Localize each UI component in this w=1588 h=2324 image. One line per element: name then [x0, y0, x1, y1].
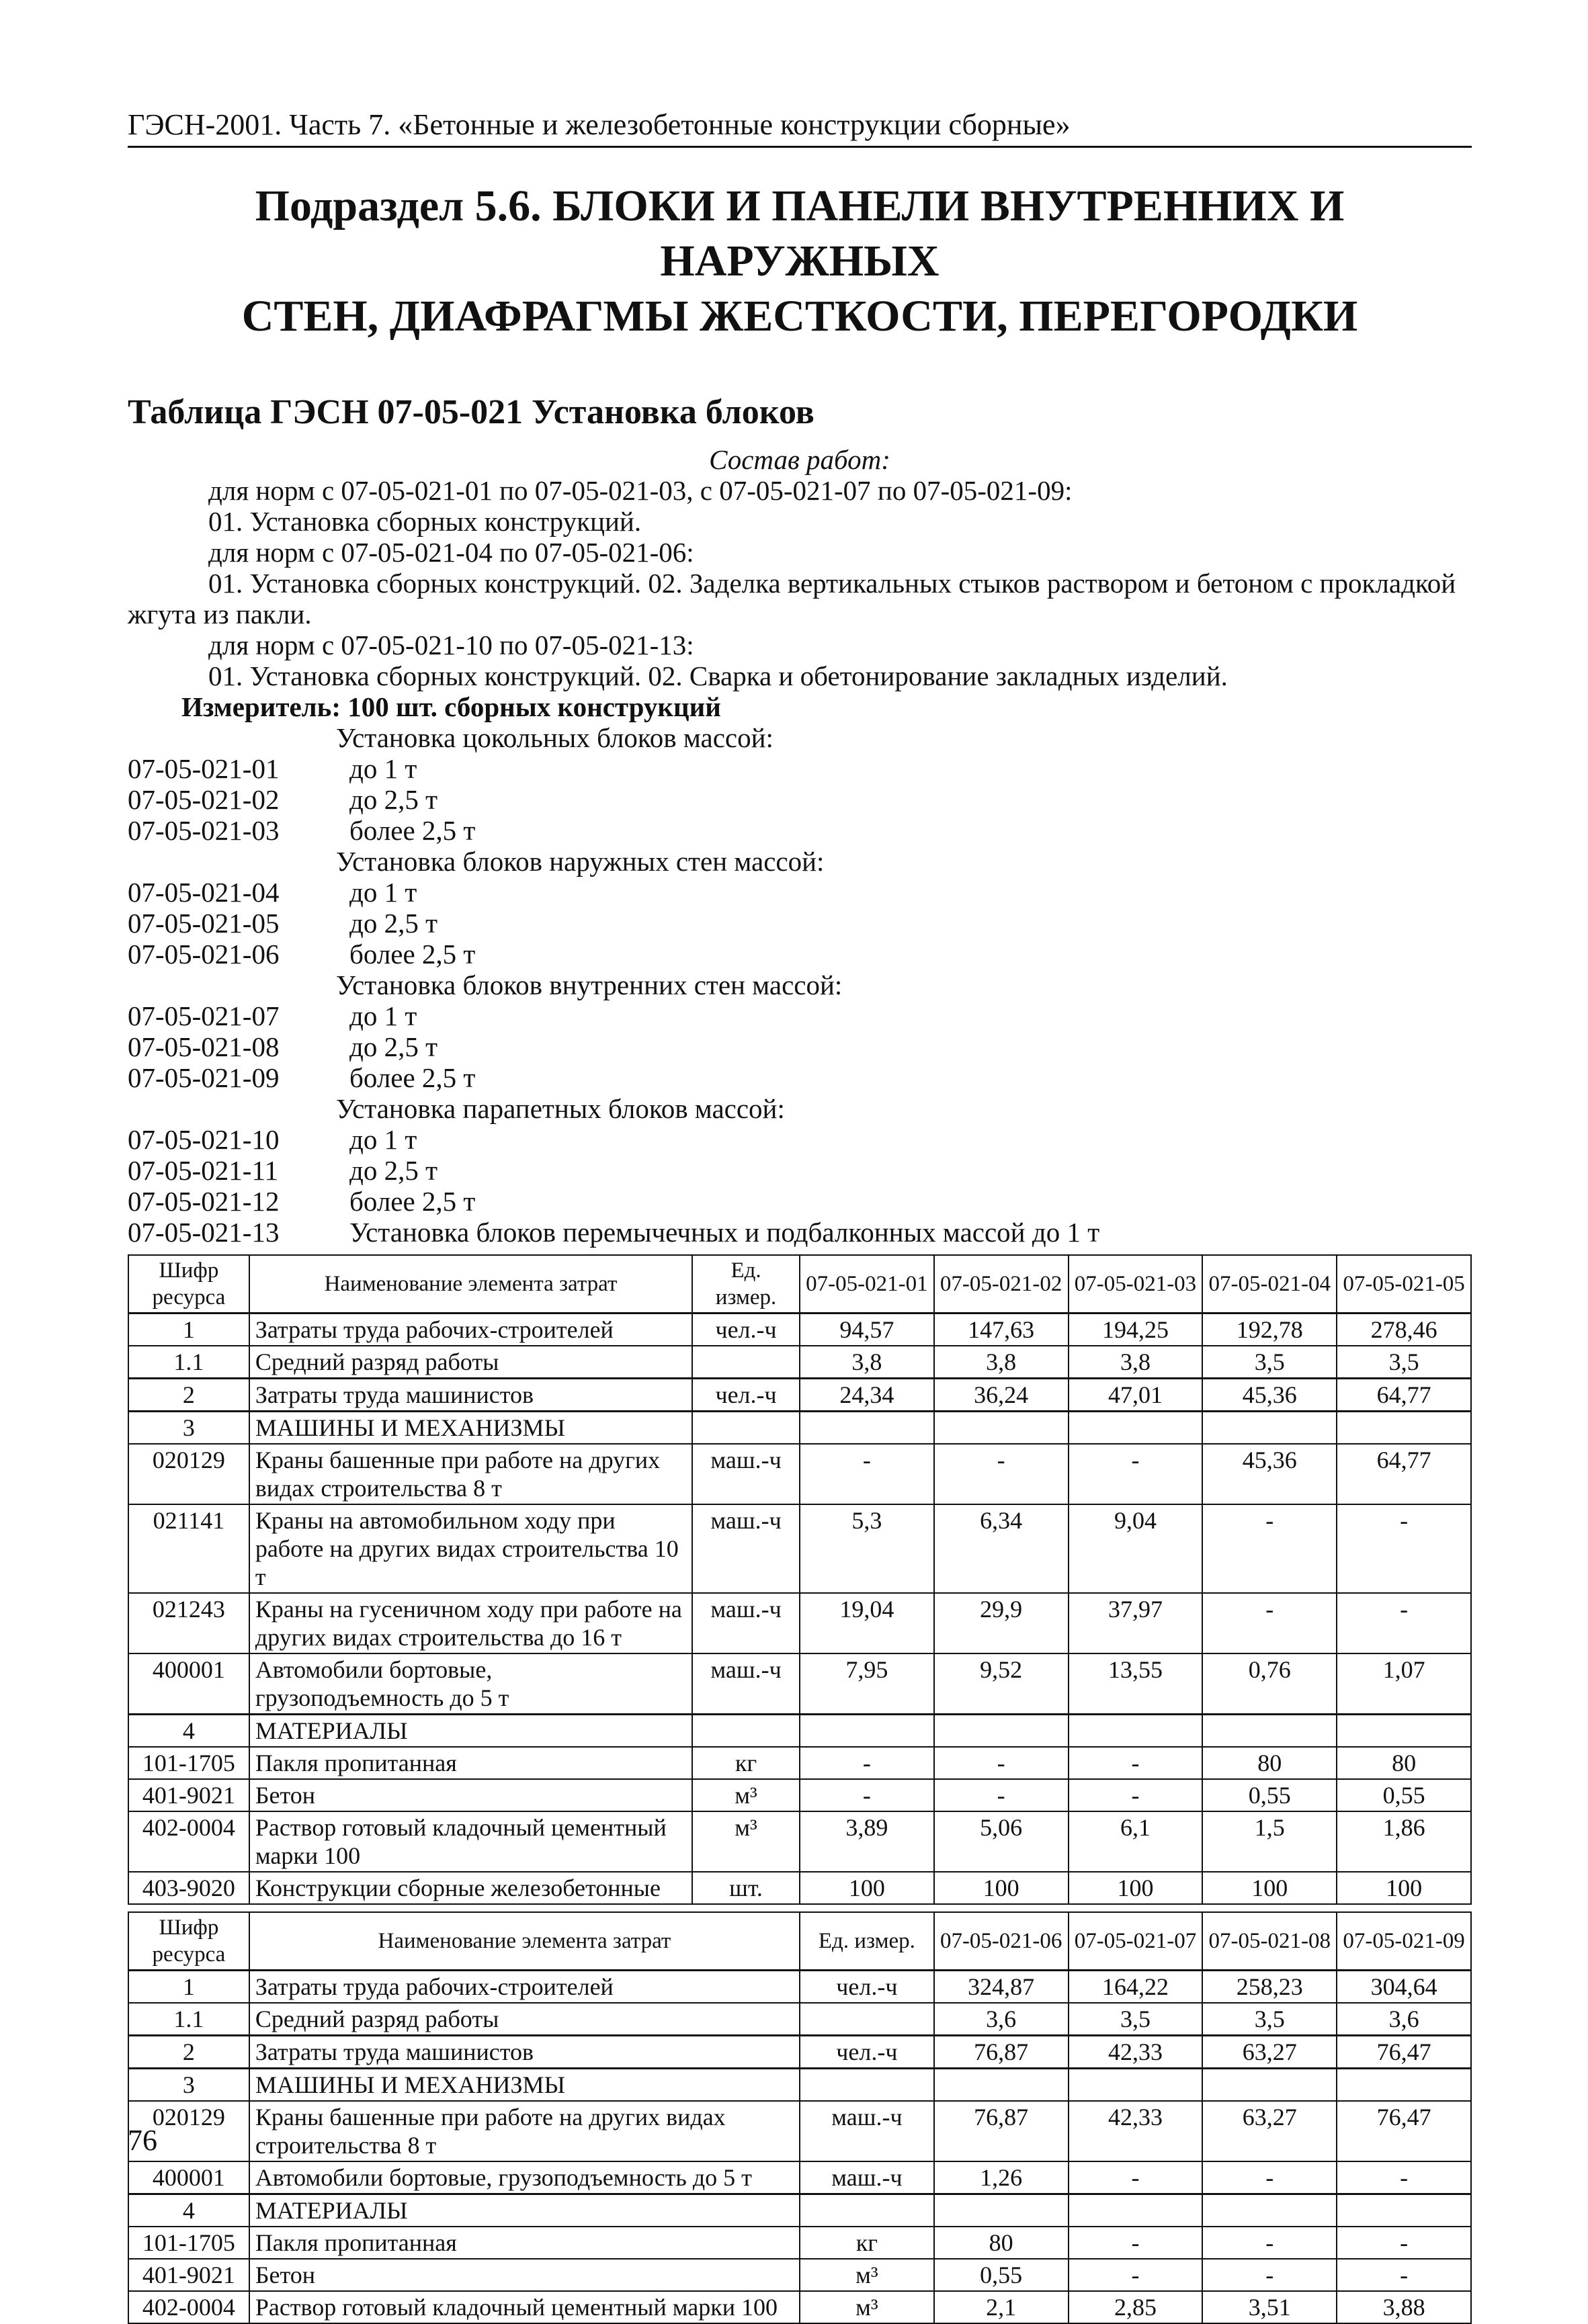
norm-code: 07-05-021-06 [128, 939, 280, 970]
resource-value: - [934, 1444, 1069, 1504]
resource-value: 192,78 [1202, 1314, 1337, 1346]
resource-value: - [1337, 2227, 1471, 2259]
resource-unit: маш.-ч [800, 2101, 934, 2161]
code-row [128, 908, 1472, 939]
resource-name: МАТЕРИАЛЫ [249, 1715, 692, 1748]
code-row [128, 1000, 1472, 1031]
table-row [128, 1379, 1471, 1412]
norm-description: до 1 т [349, 1124, 417, 1155]
resource-code: 101-1705 [128, 2227, 249, 2259]
resource-unit: кг [692, 1747, 800, 1779]
norm-description: до 2,5 т [349, 1031, 438, 1062]
norm-code: 07-05-021-05 [128, 908, 280, 939]
table-row [128, 1444, 1471, 1504]
norm-description: до 1 т [349, 877, 417, 908]
resource-value: 3,5 [1337, 1346, 1471, 1379]
resource-value [1202, 1412, 1337, 1445]
resource-value: 3,8 [800, 1346, 934, 1379]
norm-description: более 2,5 т [349, 939, 476, 970]
resource-value: 1,5 [1202, 1811, 1337, 1872]
page-number: 76 [128, 2124, 157, 2157]
resource-value [934, 1412, 1069, 1445]
resource-value [1337, 2069, 1471, 2102]
resource-code: 400001 [128, 1653, 249, 1715]
resource-value: 80 [934, 2227, 1069, 2259]
header-code: Шифр ресурса [128, 1912, 249, 1971]
resource-name: МАТЕРИАЛЫ [249, 2194, 800, 2227]
resource-value: 29,9 [934, 1593, 1069, 1653]
resource-value: 3,51 [1202, 2291, 1337, 2323]
resource-value: 42,33 [1069, 2101, 1203, 2161]
resource-code: 402-0004 [128, 1811, 249, 1872]
table-row [128, 2259, 1471, 2291]
resource-unit [692, 1412, 800, 1445]
code-row [128, 1062, 1472, 1093]
resource-value: 1,07 [1337, 1653, 1471, 1715]
resource-value: - [1337, 2161, 1471, 2194]
table-row [128, 2161, 1471, 2194]
resource-name: Автомобили бортовые, грузоподъемность до 5 т [249, 1653, 692, 1715]
resource-value: - [1069, 1444, 1203, 1504]
resource-code: 403-9020 [128, 1872, 249, 1904]
resource-value: 2,1 [934, 2291, 1069, 2323]
norm-code: 07-05-021-12 [128, 1186, 280, 1217]
table-row [128, 1653, 1471, 1715]
resource-value: 324,87 [934, 1971, 1069, 2004]
resource-value: 80 [1202, 1747, 1337, 1779]
resource-name: Раствор готовый кладочный цементный марки 100 [249, 2291, 800, 2323]
norm-description: до 1 т [349, 1000, 417, 1031]
table-title: Таблица ГЭСН 07-05-021 Установка блоков [128, 393, 814, 431]
table-row [128, 2069, 1471, 2102]
composition-line: 01. Установка сборных конструкций. 02. Сварка и обетонирование закладных изделий. [208, 660, 1228, 691]
resource-value [1202, 2194, 1337, 2227]
resource-code: 1.1 [128, 1346, 249, 1379]
table-row [128, 1593, 1471, 1653]
norm-code-list [128, 722, 1472, 1248]
resource-unit: кг [800, 2227, 934, 2259]
norm-code: 07-05-021-03 [128, 815, 280, 846]
resource-value [800, 1412, 934, 1445]
resource-value: - [1337, 1593, 1471, 1653]
table-row [128, 1971, 1471, 2004]
resource-value [1069, 1412, 1203, 1445]
resource-unit [800, 2194, 934, 2227]
composition-line: для норм с 07-05-021-01 по 07-05-021-03, с 07-05-021-07 по 07-05-021-09: [208, 475, 1073, 506]
norm-description: до 1 т [349, 753, 417, 784]
resource-code: 1 [128, 1314, 249, 1346]
resource-name: Затраты труда машинистов [249, 1379, 692, 1412]
resource-name: Средний разряд работы [249, 2003, 800, 2036]
header-norm-column: 07-05-021-02 [934, 1255, 1069, 1314]
resource-value: 1,26 [934, 2161, 1069, 2194]
resource-value: 3,5 [1069, 2003, 1203, 2036]
resource-value: - [1202, 2227, 1337, 2259]
resource-value: 76,47 [1337, 2101, 1471, 2161]
resource-code: 4 [128, 2194, 249, 2227]
norm-description: более 2,5 т [349, 1186, 476, 1217]
norm-description: более 2,5 т [349, 1062, 476, 1093]
resource-value: 24,34 [800, 1379, 934, 1412]
resource-unit: чел.-ч [692, 1314, 800, 1346]
resource-code: 401-9021 [128, 1779, 249, 1811]
resource-code: 021243 [128, 1593, 249, 1653]
document-page [128, 107, 1472, 2324]
resource-value: 9,52 [934, 1653, 1069, 1715]
resource-value: 80 [1337, 1747, 1471, 1779]
resource-value [800, 1715, 934, 1748]
resource-code: 1 [128, 1971, 249, 2004]
resource-value: 0,55 [1202, 1779, 1337, 1811]
norm-description: до 2,5 т [349, 908, 438, 939]
resource-name: Средний разряд работы [249, 1346, 692, 1379]
resource-unit: шт. [692, 1872, 800, 1904]
code-row [128, 1155, 1472, 1186]
header-unit: Ед. измер. [800, 1912, 934, 1971]
resource-code: 400001 [128, 2161, 249, 2194]
norm-description: до 2,5 т [349, 1155, 438, 1186]
header-norm-column: 07-05-021-05 [1337, 1255, 1471, 1314]
code-group-heading: Установка цокольных блоков массой: [336, 722, 774, 753]
resource-code: 4 [128, 1715, 249, 1748]
section-title-line-2: СТЕН, ДИАФРАГМЫ ЖЕСТКОСТИ, ПЕРЕГОРОДКИ [241, 292, 1358, 341]
resource-value: 19,04 [800, 1593, 934, 1653]
resource-value [1337, 1715, 1471, 1748]
header-norm-column: 07-05-021-01 [800, 1255, 934, 1314]
resource-code: 020129 [128, 1444, 249, 1504]
resource-value: 3,8 [934, 1346, 1069, 1379]
resource-value [1202, 2069, 1337, 2102]
resource-code: 402-0004 [128, 2291, 249, 2323]
norm-code: 07-05-021-04 [128, 877, 280, 908]
resource-name: Краны на автомобильном ходу при работе на других видах строительства 10 т [249, 1504, 692, 1593]
norm-code: 07-05-021-08 [128, 1031, 280, 1062]
resource-name: Краны на гусеничном ходу при работе на других видах строительства до 16 т [249, 1593, 692, 1653]
resource-value: 63,27 [1202, 2101, 1337, 2161]
resource-name: Затраты труда рабочих-строителей [249, 1971, 800, 2004]
resource-value: 7,95 [800, 1653, 934, 1715]
norm-description: Установка блоков перемычечных и подбалконных массой до 1 т [349, 1217, 1100, 1248]
resource-value: - [1069, 2227, 1203, 2259]
resource-name: МАШИНЫ И МЕХАНИЗМЫ [249, 2069, 800, 2102]
resource-value: - [1202, 1504, 1337, 1593]
table-row [128, 1779, 1471, 1811]
resource-code: 3 [128, 1412, 249, 1445]
resource-code: 020129 [128, 2101, 249, 2161]
resource-value: - [1069, 1747, 1203, 1779]
resource-value: - [800, 1779, 934, 1811]
header-norm-column: 07-05-021-09 [1337, 1912, 1471, 1971]
resource-table-2 [128, 1911, 1472, 2324]
table-row [128, 1504, 1471, 1593]
composition-line: 01. Установка сборных конструкций. [208, 506, 642, 537]
resource-value: 2,85 [1069, 2291, 1203, 2323]
code-group-heading: Установка блоков внутренних стен массой: [336, 970, 843, 1000]
resource-unit [800, 2069, 934, 2102]
resource-unit [692, 1346, 800, 1379]
header-name: Наименование элемента затрат [249, 1912, 800, 1971]
code-row [128, 939, 1472, 970]
code-row [128, 1031, 1472, 1062]
resource-unit [692, 1715, 800, 1748]
resource-value: - [934, 1779, 1069, 1811]
table-row [128, 1811, 1471, 1872]
resource-name: Пакля пропитанная [249, 2227, 800, 2259]
resource-name: Бетон [249, 2259, 800, 2291]
resource-value: 76,87 [934, 2036, 1069, 2069]
resource-value: 0,76 [1202, 1653, 1337, 1715]
resource-value: 0,55 [934, 2259, 1069, 2291]
norm-code: 07-05-021-01 [128, 753, 280, 784]
resource-unit: маш.-ч [692, 1444, 800, 1504]
composition-line: жгута из пакли. [128, 599, 312, 630]
resource-value: - [1337, 2259, 1471, 2291]
resource-unit: маш.-ч [692, 1504, 800, 1593]
resource-value: 258,23 [1202, 1971, 1337, 2004]
resource-value: 76,47 [1337, 2036, 1471, 2069]
resource-name: Краны башенные при работе на других видах строительства 8 т [249, 1444, 692, 1504]
composition-line: для норм с 07-05-021-10 по 07-05-021-13: [208, 630, 694, 660]
code-row [128, 815, 1472, 846]
table-row [128, 1747, 1471, 1779]
header-norm-column: 07-05-021-07 [1069, 1912, 1203, 1971]
table-row [128, 1715, 1471, 1748]
table-row [128, 2227, 1471, 2259]
code-row [128, 753, 1472, 784]
resource-value: 64,77 [1337, 1379, 1471, 1412]
resource-value [1069, 1715, 1203, 1748]
resource-value: 3,6 [934, 2003, 1069, 2036]
resource-name: Краны башенные при работе на других видах строительства 8 т [249, 2101, 800, 2161]
table-row [128, 1314, 1471, 1346]
section-title [128, 179, 1472, 344]
resource-code: 021141 [128, 1504, 249, 1593]
resource-value [1069, 2069, 1203, 2102]
resource-unit: м³ [800, 2259, 934, 2291]
table-row [128, 1346, 1471, 1379]
resource-value [1202, 1715, 1337, 1748]
resource-value: 45,36 [1202, 1379, 1337, 1412]
resource-value: - [1202, 2259, 1337, 2291]
resource-value: - [934, 1747, 1069, 1779]
resource-value [934, 2069, 1069, 2102]
norm-code: 07-05-021-13 [128, 1217, 280, 1248]
resource-code: 3 [128, 2069, 249, 2102]
composition-line: 01. Установка сборных конструкций. 02. Заделка вертикальных стыков раствором и бетоном с прокладкой [208, 568, 1456, 599]
resource-value: 164,22 [1069, 1971, 1203, 2004]
resource-value: 9,04 [1069, 1504, 1203, 1593]
table-row [128, 2003, 1471, 2036]
norm-description: более 2,5 т [349, 815, 476, 846]
resource-unit [800, 2003, 934, 2036]
resource-value: 278,46 [1337, 1314, 1471, 1346]
norm-code: 07-05-021-09 [128, 1062, 280, 1093]
resource-value: 3,88 [1337, 2291, 1471, 2323]
resource-name: Пакля пропитанная [249, 1747, 692, 1779]
table-row [128, 2291, 1471, 2323]
resource-value: 3,5 [1202, 2003, 1337, 2036]
table-row [128, 2194, 1471, 2227]
resource-code: 401-9021 [128, 2259, 249, 2291]
resource-value: 100 [1069, 1872, 1203, 1904]
resource-value: 0,55 [1337, 1779, 1471, 1811]
resource-value: 42,33 [1069, 2036, 1203, 2069]
resource-value [1337, 2194, 1471, 2227]
resource-value: 194,25 [1069, 1314, 1203, 1346]
code-group-heading: Установка парапетных блоков массой: [336, 1093, 785, 1124]
resource-code: 2 [128, 1379, 249, 1412]
resource-unit: чел.-ч [800, 2036, 934, 2069]
resource-unit: маш.-ч [692, 1593, 800, 1653]
resource-value: 100 [1202, 1872, 1337, 1904]
resource-value: 76,87 [934, 2101, 1069, 2161]
norm-code: 07-05-021-02 [128, 784, 280, 815]
measure-unit: Измеритель: 100 шт. сборных конструкций [181, 691, 721, 722]
resource-name: МАШИНЫ И МЕХАНИЗМЫ [249, 1412, 692, 1445]
code-row [128, 1186, 1472, 1217]
resource-value: 3,6 [1337, 2003, 1471, 2036]
resource-value: 5,3 [800, 1504, 934, 1593]
resource-unit: маш.-ч [800, 2161, 934, 2194]
resource-value: - [1069, 2259, 1203, 2291]
resource-value: 94,57 [800, 1314, 934, 1346]
table-row [128, 2036, 1471, 2069]
resource-value: 304,64 [1337, 1971, 1471, 2004]
resource-value: 3,5 [1202, 1346, 1337, 1379]
resource-value: 1,86 [1337, 1811, 1471, 1872]
running-header: ГЭСН-2001. Часть 7. «Бетонные и железобетонные конструкции сборные» [128, 107, 1472, 148]
resource-value: 100 [800, 1872, 934, 1904]
resource-code: 1.1 [128, 2003, 249, 2036]
header-code: Шифр ресурса [128, 1255, 249, 1314]
work-composition [128, 444, 1472, 722]
resource-value: 13,55 [1069, 1653, 1203, 1715]
code-group-heading: Установка блоков наружных стен массой: [336, 846, 825, 877]
resource-value: 3,8 [1069, 1346, 1203, 1379]
code-row [128, 1217, 1472, 1248]
table-row [128, 1412, 1471, 1445]
resource-value: 63,27 [1202, 2036, 1337, 2069]
resource-value: 100 [934, 1872, 1069, 1904]
code-row [128, 877, 1472, 908]
resource-value: - [1202, 2161, 1337, 2194]
resource-unit: чел.-ч [800, 1971, 934, 2004]
resource-value: - [1069, 2161, 1203, 2194]
resource-value: 147,63 [934, 1314, 1069, 1346]
resource-value: - [1337, 1504, 1471, 1593]
resource-name: Раствор готовый кладочный цементный марки 100 [249, 1811, 692, 1872]
resource-code: 101-1705 [128, 1747, 249, 1779]
resource-value: 47,01 [1069, 1379, 1203, 1412]
section-title-line-1: Подраздел 5.6. БЛОКИ И ПАНЕЛИ ВНУТРЕННИХ И НАРУЖНЫХ [255, 181, 1345, 286]
table-row [128, 2101, 1471, 2161]
resource-code: 2 [128, 2036, 249, 2069]
composition-line: для норм с 07-05-021-04 по 07-05-021-06: [208, 537, 694, 568]
header-norm-column: 07-05-021-06 [934, 1912, 1069, 1971]
table-header-row [128, 1912, 1471, 1971]
resource-value: 100 [1337, 1872, 1471, 1904]
resource-value: 45,36 [1202, 1444, 1337, 1504]
resource-value: 64,77 [1337, 1444, 1471, 1504]
resource-value: 6,1 [1069, 1811, 1203, 1872]
composition-heading: Состав работ: [709, 444, 890, 475]
resource-value [934, 1715, 1069, 1748]
header-norm-column: 07-05-021-04 [1202, 1255, 1337, 1314]
header-name: Наименование элемента затрат [249, 1255, 692, 1314]
resource-unit: м³ [692, 1779, 800, 1811]
norm-code: 07-05-021-07 [128, 1000, 280, 1031]
resource-value: 37,97 [1069, 1593, 1203, 1653]
resource-value: - [800, 1444, 934, 1504]
resource-name: Бетон [249, 1779, 692, 1811]
table-header-row [128, 1255, 1471, 1314]
resource-value: 5,06 [934, 1811, 1069, 1872]
header-norm-column: 07-05-021-03 [1069, 1255, 1203, 1314]
resource-name: Затраты труда рабочих-строителей [249, 1314, 692, 1346]
resource-value: - [1202, 1593, 1337, 1653]
resource-value: 36,24 [934, 1379, 1069, 1412]
resource-name: Автомобили бортовые, грузоподъемность до 5 т [249, 2161, 800, 2194]
resource-value [1337, 1412, 1471, 1445]
header-norm-column: 07-05-021-08 [1202, 1912, 1337, 1971]
code-row [128, 1124, 1472, 1155]
resource-value [1069, 2194, 1203, 2227]
resource-value: 3,89 [800, 1811, 934, 1872]
resource-unit: чел.-ч [692, 1379, 800, 1412]
norm-description: до 2,5 т [349, 784, 438, 815]
resource-unit: м³ [692, 1811, 800, 1872]
resource-value: - [800, 1747, 934, 1779]
table-row [128, 1872, 1471, 1904]
resource-value [934, 2194, 1069, 2227]
code-row [128, 784, 1472, 815]
resource-value: 6,34 [934, 1504, 1069, 1593]
resource-value: - [1069, 1779, 1203, 1811]
resource-unit: м³ [800, 2291, 934, 2323]
resource-name: Конструкции сборные железобетонные [249, 1872, 692, 1904]
resource-name: Затраты труда машинистов [249, 2036, 800, 2069]
header-unit: Ед. измер. [692, 1255, 800, 1314]
norm-code: 07-05-021-11 [128, 1155, 278, 1186]
norm-code: 07-05-021-10 [128, 1124, 280, 1155]
resource-unit: маш.-ч [692, 1653, 800, 1715]
resource-table-1 [128, 1254, 1472, 1905]
